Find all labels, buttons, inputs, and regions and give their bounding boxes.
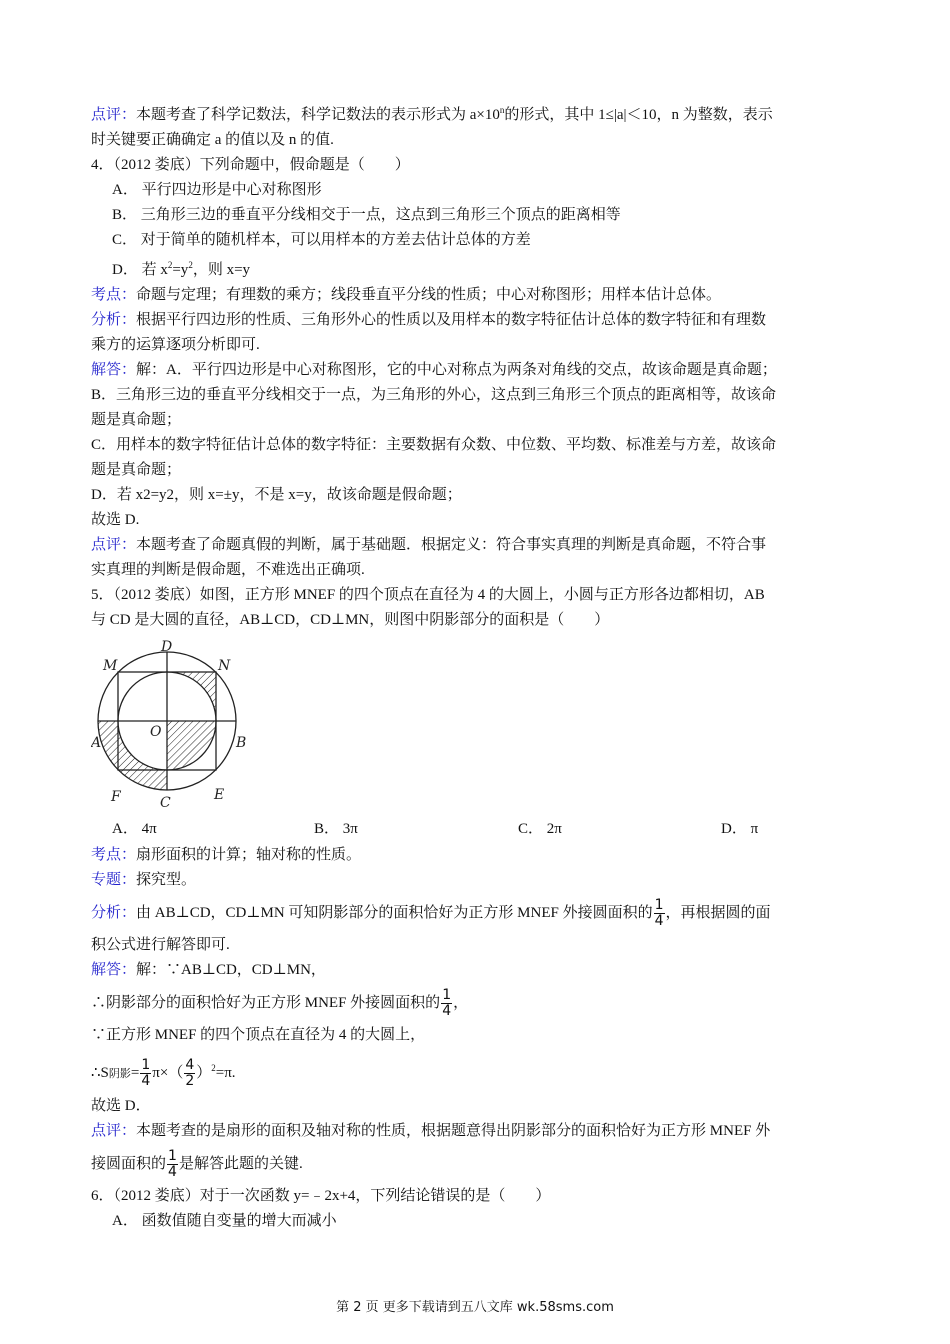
comment-label: 点评： [91, 107, 137, 123]
q4-option-a: A． 平行四边形是中心对称图形 [112, 182, 322, 198]
q4-jieda-6: D．若 x2=y2，则 x=±y，不是 x=y，故该命题是假命题； [91, 487, 462, 503]
page-content [91, 98, 861, 1234]
q4-stem: 4．（2012 娄底）下列命题中，假命题是（ ） [91, 157, 410, 173]
q5-jieda-2: ∴阴影部分的面积恰好为正方形 MNEF 外接圆面积的 $\frac{1}{4}$ ， [91, 987, 469, 1020]
label-F: F [111, 789, 121, 805]
q5-jieda-1: 解答：解：∵AB⊥CD，CD⊥MN， [91, 962, 326, 978]
q5-fenxi-2: 积公式进行解答即可. [91, 937, 230, 953]
q4-jieda-1: 解答：解：A．平行四边形是中心对称图形，它的中心对称点为两条对角线的交点，故该命题是真命题； [91, 362, 777, 378]
q3-comment-line2: 时关键要正确确定 a 的值以及 n 的值. [91, 132, 334, 148]
q6-option-a: A． 函数值随自变量的增大而减小 [112, 1213, 337, 1229]
page-footer: 第 2 页 更多下载请到五八文库 wk.58sms.com [336, 1300, 614, 1315]
q4-option-d: D． 若 $x^2=y^2$，则 x=y [112, 260, 251, 278]
q5-kaodian: 考点：扇形面积的计算；轴对称的性质。 [91, 847, 362, 863]
q4-jieda-4: C．用样本的数字特征估计总体的数字特征：主要数据有众数、中位数、平均数、标准差与方差，故该命 [91, 437, 777, 453]
label-D: D [161, 639, 173, 655]
q4-jieda-5: 题是真命题； [91, 462, 182, 478]
q5-zhuanti: 专题：探究型。 [91, 872, 197, 888]
q5-options [91, 815, 861, 843]
label-N: N [218, 658, 231, 674]
q5-option-a: A． 4π [112, 821, 157, 837]
fraction-one-quarter: $\frac{1}{4}$ [442, 987, 452, 1020]
q4-jieda-7: 故选 D. [91, 512, 140, 528]
label-A: A [91, 735, 102, 751]
label-M: M [103, 658, 118, 674]
q6-stem: 6．（2012 娄底）对于一次函数 y=﹣2x+4，下列结论错误的是（ ） [91, 1188, 551, 1204]
q5-pingjia-2: 接圆面积的 $\frac{1}{4}$ 是解答此题的关键. [91, 1148, 303, 1181]
fraction-one-quarter: $\frac{1}{4}$ [168, 1148, 177, 1181]
fraction-one-quarter: $\frac{1}{4}$ [654, 897, 664, 930]
q5-geometry-figure [91, 639, 251, 809]
q5-option-c: C． 2π [518, 821, 562, 837]
q4-jieda-2: B．三角形三边的垂直平分线相交于一点，为三角形的外心，这点到三角形三个顶点的距离相等，故该命 [91, 387, 777, 403]
q5-jieda-3: ∵正方形 MNEF 的四个顶点在直径为 4 的大圆上， [91, 1027, 426, 1043]
circle-square-diagram [91, 639, 251, 809]
q3-comment-line1: 点评：本题考查了科学记数法，科学记数法的表示形式为 $a\times 10^n$的形式，其中 1≤|a|＜10，n 为整数，表示 [91, 105, 773, 123]
q4-pingjia-1: 点评：本题考查了命题真假的判断，属于基础题．根据定义：符合事实真理的判断是真命题，不符合事 [91, 537, 767, 553]
label-C: C [160, 795, 171, 809]
q4-pingjia-2: 实真理的判断是假命题，不难选出正确项. [91, 562, 365, 578]
q4-kaodian: 考点：命题与定理；有理数的乘方；线段垂直平分线的性质；中心对称图形；用样本估计总体。 [91, 287, 722, 303]
fraction-one-quarter: $\frac{1}{4}$ [141, 1057, 151, 1090]
q5-option-b: B． 3π [314, 821, 358, 837]
fraction-four-halves: $\frac{4}{2}$ [185, 1057, 195, 1090]
q5-jieda-5: 故选 D． [91, 1098, 151, 1114]
q5-jieda-4: ∴S阴影= $\frac{1}{4}$ π×（ $\frac{4}{2}$ ）$^2$=π. [91, 1057, 236, 1090]
q5-pingjia-1: 点评：本题考查的是扇形的面积及轴对称的性质，根据题意得出阴影部分的面积恰好为正方形 MNEF 外 [91, 1123, 771, 1139]
q5-stem-1: 5．（2012 娄底）如图，正方形 MNEF 的四个顶点在直径为 4 的大圆上，小圆与正方形各边都相切，AB [91, 587, 765, 603]
label-E: E [214, 787, 225, 803]
q4-jieda-3: 题是真命题； [91, 412, 182, 428]
q4-fenxi-1: 分析：根据平行四边形的性质、三角形外心的性质以及用样本的数字特征估计总体的数字特征和有理数 [91, 312, 767, 328]
q5-stem-2: 与 CD 是大圆的直径，AB⊥CD，CD⊥MN，则图中阴影部分的面积是（ ） [91, 612, 610, 628]
label-B: B [236, 735, 247, 751]
q4-fenxi-2: 乘方的运算逐项分析即可. [91, 337, 260, 353]
q5-fenxi-1: 分析：由 AB⊥CD，CD⊥MN 可知阴影部分的面积恰好为正方形 MNEF 外接圆面积的 $\frac{1}{4}$ ，再根据圆的面 [91, 897, 771, 930]
q5-option-d: D． π [721, 821, 759, 837]
q4-option-c: C． 对于简单的随机样本，可以用样本的方差去估计总体的方差 [112, 232, 531, 248]
label-O: O [150, 724, 162, 740]
q4-option-b: B． 三角形三边的垂直平分线相交于一点，这点到三角形三个顶点的距离相等 [112, 207, 621, 223]
